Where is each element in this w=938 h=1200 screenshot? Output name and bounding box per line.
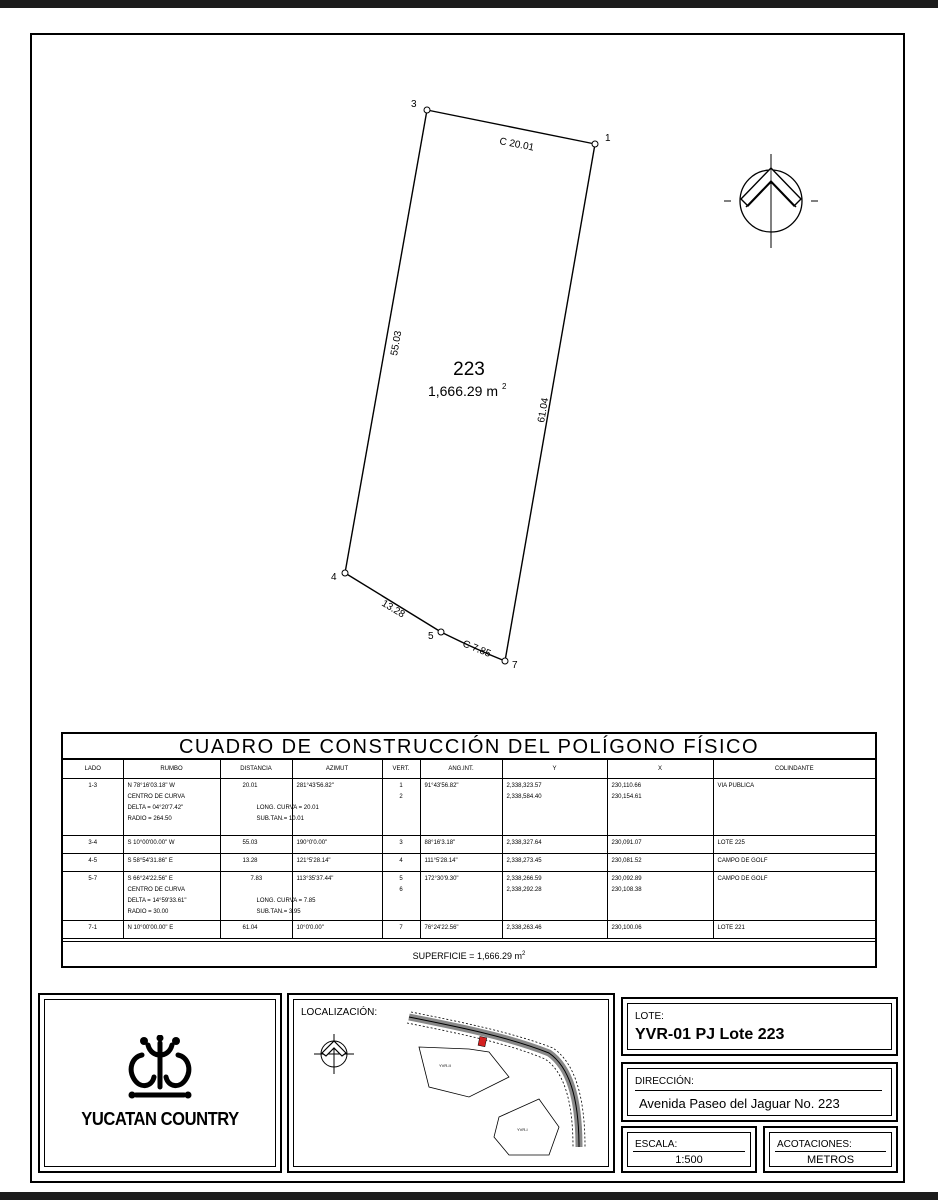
table-row: [63, 872, 875, 921]
cell-azimut: 113°35'37.44": [292, 872, 382, 921]
cell-vert: 7: [382, 921, 420, 939]
vertex-5-marker: [438, 629, 444, 635]
vertex-1-marker: [592, 141, 598, 147]
cell-y: [502, 779, 607, 836]
curve-length: LONG. CURVA = 7.85: [256, 898, 316, 904]
cell-y: 2,338,327.64: [502, 836, 607, 854]
cell-y: 2,338,263.46: [502, 921, 607, 939]
cell-rumbo-line: DELTA = 14°59'33.61": [127, 898, 187, 904]
brand-wordmark: YUCATAN COUNTRY: [81, 1109, 239, 1129]
cell-rumbo: [123, 779, 220, 836]
escala-divider: [633, 1151, 745, 1152]
cell-distancia-value: 20.01: [242, 783, 258, 789]
vertex-7-label: 7: [512, 660, 518, 671]
curve-subtan: SUB.TAN.= 3.95: [256, 909, 301, 915]
north-arrow-icon: [724, 154, 818, 248]
vertex-5-label: 5: [428, 631, 434, 642]
vertex-7-marker: [502, 658, 508, 664]
cell-colindante: CAMPO DE GOLF: [713, 872, 875, 921]
acotaciones-label: ACOTACIONES:: [777, 1139, 852, 1150]
edge-label-4-5: 13.28: [379, 598, 407, 621]
cell-x-line: 230,154.61: [611, 794, 642, 800]
escala-value: 1:500: [675, 1154, 703, 1166]
cell-x: [607, 779, 713, 836]
header-ang-int: ANG.INT.: [420, 760, 502, 779]
curve-subtan: SUB.TAN.= 10.01: [256, 816, 304, 822]
map-zone-outline: [419, 1047, 509, 1097]
boundary-3-4: [345, 110, 427, 573]
table-row: [63, 836, 875, 854]
location-label: LOCALIZACIÓN:: [301, 1007, 378, 1018]
cell-rumbo-line: RADIO = 264.50: [127, 816, 172, 822]
lot-area-superscript: 2: [502, 382, 507, 391]
edge-label-1-3: C 20.01: [498, 136, 535, 154]
cell-y-line: 2,338,323.57: [506, 783, 542, 789]
curve-length: LONG. CURVA = 20.01: [256, 805, 319, 811]
direccion-label: DIRECCIÓN:: [635, 1076, 694, 1087]
cell-ang: 88°16'3.18": [420, 836, 502, 854]
edge-label-3-4: 55.03: [389, 329, 405, 357]
cell-distancia: 55.03: [220, 836, 292, 854]
lote-label: LOTE:: [635, 1011, 664, 1022]
cell-vert-line: 1: [399, 783, 403, 789]
cell-vert: [382, 872, 420, 921]
cell-ang: 91°43'56.82": [420, 779, 502, 836]
cell-rumbo-line: CENTRO DE CURVA: [127, 887, 185, 893]
lot-area: 1,666.29 m: [427, 383, 499, 399]
lote-value: YVR-01 PJ Lote 223: [635, 1026, 785, 1043]
construction-table: [61, 732, 877, 968]
cell-rumbo: S 10°00'00.00" W: [123, 836, 220, 854]
lot-plan: [0, 8, 938, 728]
header-vert: VERT.: [382, 760, 420, 779]
direccion-value: Avenida Paseo del Jaguar No. 223: [639, 1096, 840, 1111]
cell-vert: [382, 779, 420, 836]
vertex-3-label: 3: [411, 99, 417, 110]
cell-distancia: 13.28: [220, 854, 292, 872]
cell-ang: 111°5'28.14": [420, 854, 502, 872]
cell-vert-line: 2: [399, 794, 403, 800]
direccion-box: [621, 1062, 898, 1122]
superficie-superscript: 2: [521, 951, 526, 957]
map-label: YVR-I: [517, 1127, 528, 1132]
location-box: [287, 993, 615, 1173]
yucatan-country-logo-icon: [120, 1035, 200, 1105]
road-edge: [407, 1023, 573, 1147]
cell-distancia-value: 7.83: [250, 876, 263, 882]
cell-x: 230,081.52: [607, 854, 713, 872]
cell-azimut: 121°5'28.14": [292, 854, 382, 872]
table-row: [63, 779, 875, 836]
superficie-total: [63, 941, 875, 966]
cell-x: [607, 872, 713, 921]
cell-rumbo: N 10°00'00.00" E: [123, 921, 220, 939]
direccion-divider: [635, 1090, 882, 1091]
header-rumbo: RUMBO: [123, 760, 220, 779]
cell-azimut: 190°0'0.00": [292, 836, 382, 854]
cell-vert: 4: [382, 854, 420, 872]
cell-x-line: 230,092.89: [611, 876, 642, 882]
drawing-sheet: [0, 8, 938, 1192]
table-row: [63, 921, 875, 939]
cell-vert-line: 5: [399, 876, 403, 882]
cell-y-line: 2,338,584.40: [506, 794, 542, 800]
cell-x: 230,091.07: [607, 836, 713, 854]
vertex-4-marker: [342, 570, 348, 576]
logo-box: [38, 993, 282, 1173]
lot-location-marker: [478, 1036, 487, 1046]
table-header-row: [63, 760, 875, 779]
lote-box: [621, 997, 898, 1056]
cell-rumbo-line: RADIO = 30.00: [127, 909, 169, 915]
cell-y: 2,338,273.45: [502, 854, 607, 872]
header-x: X: [607, 760, 713, 779]
cell-colindante: LOTE 225: [713, 836, 875, 854]
header-y: Y: [502, 760, 607, 779]
vertex-4-label: 4: [331, 572, 337, 583]
cell-y-line: 2,338,292.28: [506, 887, 542, 893]
construction-grid: [63, 759, 875, 939]
cell-colindante: VIA PUBLICA: [713, 779, 875, 836]
cell-y: [502, 872, 607, 921]
cell-lado: 7-1: [63, 921, 123, 939]
cell-azimut: 281°43'56.82": [292, 779, 382, 836]
edge-label-7-1: 61.04: [536, 396, 552, 424]
superficie-text: SUPERFICIE = 1,666.29 m: [412, 951, 522, 961]
acotaciones-value: METROS: [806, 1154, 855, 1166]
location-map: [399, 1007, 589, 1157]
cell-distancia: 61.04: [220, 921, 292, 939]
header-azimut: AZIMUT: [292, 760, 382, 779]
lot-number: 223: [453, 359, 485, 380]
vertex-1-label: 1: [605, 133, 611, 144]
cell-rumbo-line: N 78°16'03.18" W: [127, 783, 175, 789]
header-colindante: COLINDANTE: [713, 760, 875, 779]
cell-x: 230,100.06: [607, 921, 713, 939]
cell-x-line: 230,108.38: [611, 887, 642, 893]
edge-label-5-7: C 7.85: [460, 638, 493, 660]
cell-azimut: 10°0'0.00": [292, 921, 382, 939]
cell-rumbo: S 58°54'31.86" E: [123, 854, 220, 872]
cell-colindante: CAMPO DE GOLF: [713, 854, 875, 872]
mini-north-arrow-icon: [309, 1031, 359, 1077]
cell-lado: 3-4: [63, 836, 123, 854]
cell-vert: 3: [382, 836, 420, 854]
cell-rumbo: [123, 872, 220, 921]
acotaciones-divider: [775, 1151, 886, 1152]
table-title: CUADRO DE CONSTRUCCIÓN DEL POLÍGONO FÍSICO: [63, 734, 875, 759]
escala-box: [621, 1126, 757, 1173]
cell-colindante: LOTE 221: [713, 921, 875, 939]
cell-rumbo-line: DELTA = 04°20'7.42": [127, 805, 184, 811]
escala-label: ESCALA:: [635, 1139, 678, 1150]
cell-ang: 172°30'9.30": [420, 872, 502, 921]
cell-ang: 76°24'22.56": [420, 921, 502, 939]
cell-vert-line: 6: [399, 887, 403, 893]
acotaciones-box: [763, 1126, 898, 1173]
header-distancia: DISTANCIA: [220, 760, 292, 779]
header-lado: LADO: [63, 760, 123, 779]
cell-y-line: 2,338,266.59: [506, 876, 542, 882]
map-label: YVR-II: [439, 1063, 451, 1068]
vertex-3-marker: [424, 107, 430, 113]
table-row: [63, 854, 875, 872]
cell-x-line: 230,110.66: [611, 783, 642, 789]
cell-rumbo-line: S 66°24'22.56" E: [127, 876, 173, 882]
cell-lado: 5-7: [63, 872, 123, 921]
cell-lado: 1-3: [63, 779, 123, 836]
cell-rumbo-line: CENTRO DE CURVA: [127, 794, 185, 800]
cell-lado: 4-5: [63, 854, 123, 872]
road-band: [409, 1017, 579, 1147]
